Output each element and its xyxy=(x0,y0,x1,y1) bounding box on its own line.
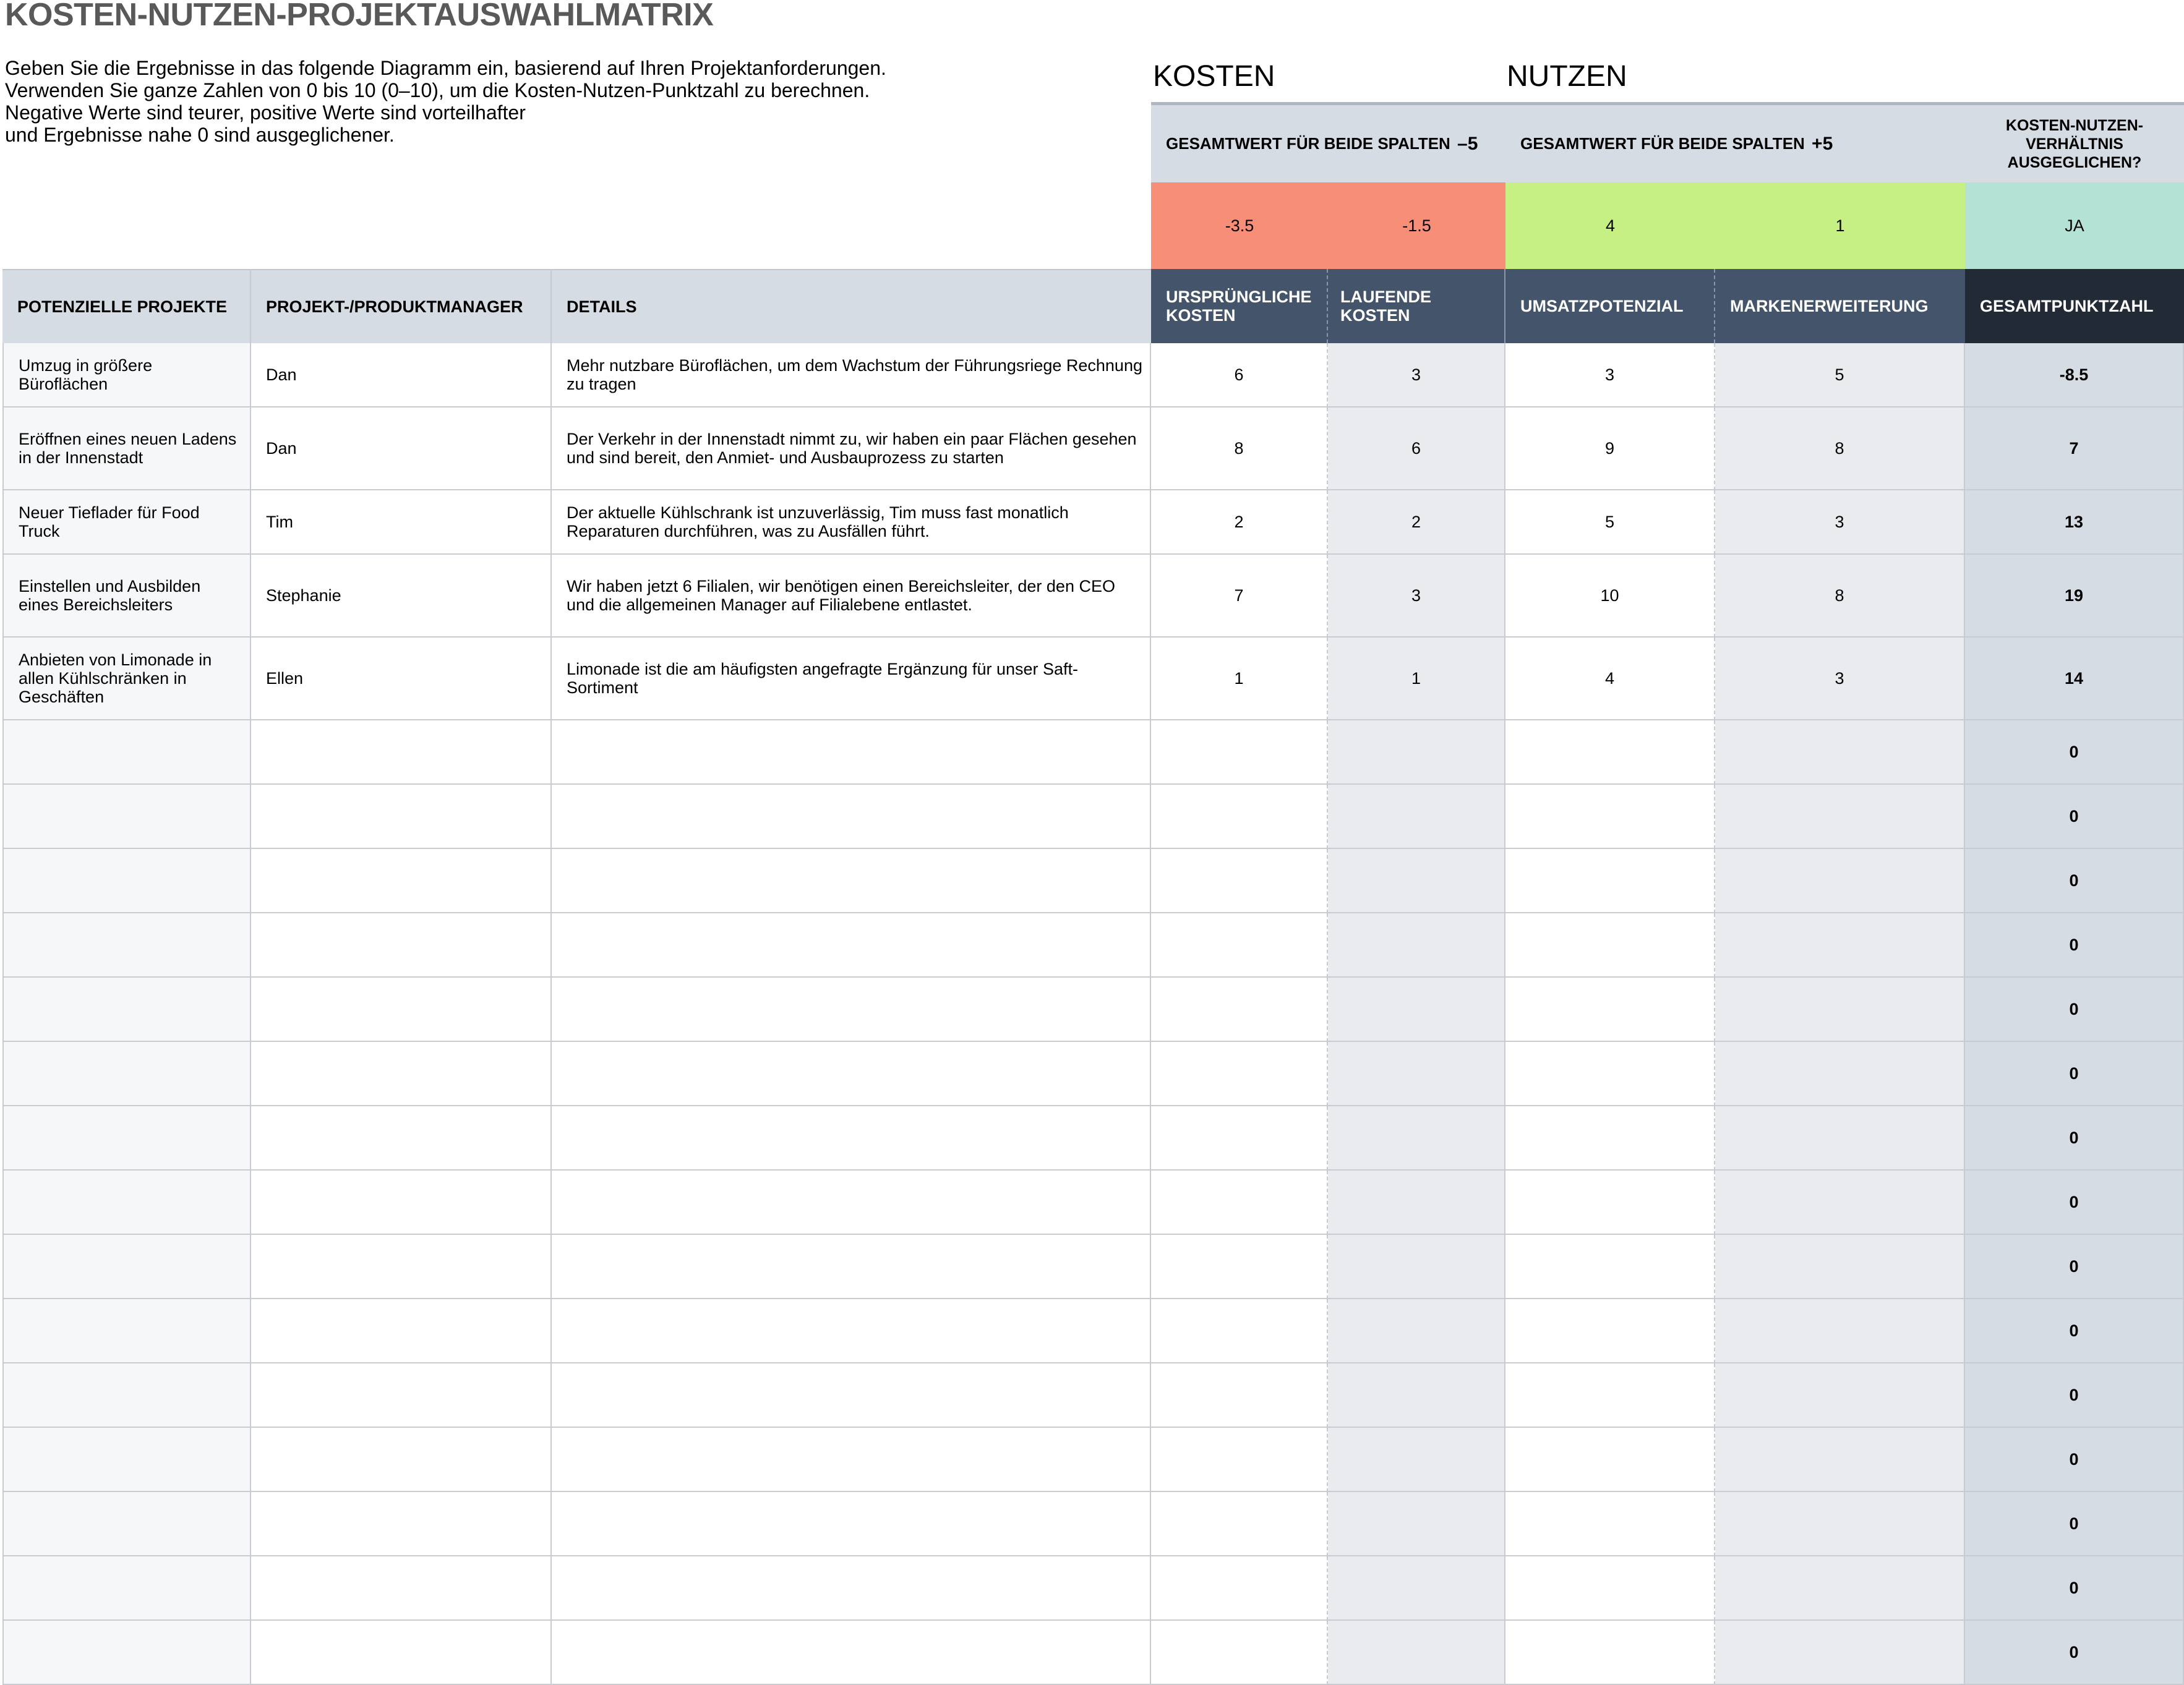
revenue-cell[interactable]: 4 xyxy=(1505,638,1715,720)
running-cost-cell[interactable]: 2 xyxy=(1328,490,1505,555)
details-cell[interactable] xyxy=(552,913,1151,978)
total-score-cell: -8.5 xyxy=(1965,343,2184,407)
brand-total: 1 xyxy=(1715,182,1965,269)
manager-cell[interactable] xyxy=(251,849,552,913)
project-cell[interactable] xyxy=(2,720,251,785)
brand-cell[interactable] xyxy=(1715,1363,1965,1428)
manager-cell[interactable] xyxy=(251,1492,552,1556)
manager-cell[interactable]: Tim xyxy=(251,490,552,555)
running-cost-cell[interactable] xyxy=(1328,1363,1505,1428)
total-score-cell: 7 xyxy=(1965,407,2184,490)
instruction-line: Verwenden Sie ganze Zahlen von 0 bis 10 (0–10), um die Kosten-Nutzen-Punktzahl zu berechnen. xyxy=(5,79,870,101)
initial-cost-cell[interactable] xyxy=(1151,1042,1328,1106)
revenue-cell[interactable] xyxy=(1505,913,1715,978)
total-score-cell: 0 xyxy=(1965,785,2184,849)
balance-header: KOSTEN-NUTZEN-VERHÄLTNIS AUSGEGLICHEN? xyxy=(1965,102,2184,182)
project-cell[interactable]: Einstellen und Ausbilden eines Bereichsleiters xyxy=(2,555,251,638)
project-cell[interactable] xyxy=(2,1106,251,1171)
total-score-cell: 13 xyxy=(1965,490,2184,555)
manager-cell[interactable] xyxy=(251,1235,552,1299)
total-score-cell: 0 xyxy=(1965,849,2184,913)
running-cost-cell[interactable] xyxy=(1328,913,1505,978)
total-score-cell: 0 xyxy=(1965,1042,2184,1106)
initial-cost-cell[interactable] xyxy=(1151,1171,1328,1235)
brand-cell[interactable]: 8 xyxy=(1715,555,1965,638)
column-header-total: GESAMTPUNKTZAHL xyxy=(1965,269,2184,343)
project-cell[interactable] xyxy=(2,1556,251,1621)
details-cell[interactable]: Der aktuelle Kühlschrank ist unzuverlässig, Tim muss fast monatlich Reparaturen durchführen, was zu Ausfällen führt. xyxy=(552,490,1151,555)
manager-cell[interactable] xyxy=(251,978,552,1042)
revenue-cell[interactable] xyxy=(1505,978,1715,1042)
total-score-cell: 0 xyxy=(1965,1235,2184,1299)
running-cost-cell[interactable] xyxy=(1328,1299,1505,1363)
benefits-section-label: NUTZEN xyxy=(1507,60,1627,93)
revenue-cell[interactable] xyxy=(1505,1106,1715,1171)
details-cell[interactable] xyxy=(552,1299,1151,1363)
total-score-cell: 0 xyxy=(1965,1621,2184,1685)
details-cell[interactable]: Mehr nutzbare Büroflächen, um dem Wachstum der Führungsriege Rechnung zu tragen xyxy=(552,343,1151,407)
running-cost-cell[interactable]: 3 xyxy=(1328,555,1505,638)
brand-cell[interactable] xyxy=(1715,1299,1965,1363)
initial-cost-cell[interactable] xyxy=(1151,1363,1328,1428)
initial-cost-cell[interactable] xyxy=(1151,1106,1328,1171)
brand-cell[interactable] xyxy=(1715,978,1965,1042)
details-cell[interactable]: Wir haben jetzt 6 Filialen, wir benötigen einen Bereichsleiter, der den CEO und die allgemeinen Manager auf Filialebene entlastet. xyxy=(552,555,1151,638)
initial-cost-cell[interactable] xyxy=(1151,913,1328,978)
total-score-cell: 0 xyxy=(1965,1299,2184,1363)
initial-cost-total: -3.5 xyxy=(1151,182,1328,269)
revenue-cell[interactable]: 9 xyxy=(1505,407,1715,490)
brand-cell[interactable] xyxy=(1715,1235,1965,1299)
column-header-details: DETAILS xyxy=(552,269,1151,343)
running-cost-cell[interactable] xyxy=(1328,1492,1505,1556)
revenue-cell[interactable] xyxy=(1505,849,1715,913)
details-cell[interactable] xyxy=(552,1363,1151,1428)
initial-cost-cell[interactable] xyxy=(1151,978,1328,1042)
project-cell[interactable] xyxy=(2,1299,251,1363)
initial-cost-cell[interactable] xyxy=(1151,1556,1328,1621)
project-cell[interactable]: Neuer Tieflader für Food Truck xyxy=(2,490,251,555)
benefits-total-header xyxy=(1505,102,1965,182)
revenue-cell[interactable] xyxy=(1505,720,1715,785)
instruction-line: Geben Sie die Ergebnisse in das folgende Diagramm ein, basierend auf Ihren Projektanforderungen. xyxy=(5,57,886,79)
project-cell[interactable] xyxy=(2,978,251,1042)
total-score-cell: 14 xyxy=(1965,638,2184,720)
brand-cell[interactable] xyxy=(1715,1106,1965,1171)
revenue-cell[interactable] xyxy=(1505,1428,1715,1492)
total-score-cell: 0 xyxy=(1965,1492,2184,1556)
manager-cell[interactable] xyxy=(251,1556,552,1621)
revenue-cell[interactable] xyxy=(1505,1042,1715,1106)
project-cell[interactable]: Umzug in größere Büroflächen xyxy=(2,343,251,407)
costs-total-header xyxy=(1151,102,1505,182)
project-cell[interactable] xyxy=(2,849,251,913)
column-header-brand: MARKENERWEITERUNG xyxy=(1715,269,1965,343)
revenue-cell[interactable] xyxy=(1505,1492,1715,1556)
manager-cell[interactable] xyxy=(251,1042,552,1106)
project-cell[interactable] xyxy=(2,1171,251,1235)
running-cost-cell[interactable] xyxy=(1328,785,1505,849)
revenue-cell[interactable]: 3 xyxy=(1505,343,1715,407)
project-cell[interactable] xyxy=(2,785,251,849)
details-cell[interactable] xyxy=(552,1042,1151,1106)
project-cell[interactable] xyxy=(2,1235,251,1299)
brand-cell[interactable]: 3 xyxy=(1715,490,1965,555)
project-cell[interactable]: Eröffnen eines neuen Ladens in der Innenstadt xyxy=(2,407,251,490)
details-cell[interactable] xyxy=(552,1621,1151,1685)
brand-cell[interactable] xyxy=(1715,1042,1965,1106)
revenue-cell[interactable] xyxy=(1505,1363,1715,1428)
balance-value: JA xyxy=(1965,182,2184,269)
details-cell[interactable]: Der Verkehr in der Innenstadt nimmt zu, wir haben ein paar Flächen gesehen und sind bereit, den Anmiet- und Ausbauprozess zu starten xyxy=(552,407,1151,490)
manager-cell[interactable]: Ellen xyxy=(251,638,552,720)
brand-cell[interactable] xyxy=(1715,785,1965,849)
column-header-project: POTENZIELLE PROJEKTE xyxy=(2,269,251,343)
page-title: KOSTEN-NUTZEN-PROJEKTAUSWAHLMATRIX xyxy=(5,0,714,33)
brand-cell[interactable] xyxy=(1715,849,1965,913)
instruction-line: und Ergebnisse nahe 0 sind ausgeglichener. xyxy=(5,124,395,146)
details-cell[interactable] xyxy=(552,978,1151,1042)
initial-cost-cell[interactable]: 2 xyxy=(1151,490,1328,555)
revenue-cell[interactable] xyxy=(1505,1299,1715,1363)
project-cell[interactable]: Anbieten von Limonade in allen Kühlschränken in Geschäften xyxy=(2,638,251,720)
running-cost-cell[interactable] xyxy=(1328,1042,1505,1106)
revenue-cell[interactable] xyxy=(1505,1556,1715,1621)
manager-cell[interactable] xyxy=(251,1171,552,1235)
total-score-cell: 0 xyxy=(1965,720,2184,785)
brand-cell[interactable] xyxy=(1715,1556,1965,1621)
initial-cost-cell[interactable] xyxy=(1151,1235,1328,1299)
revenue-cell[interactable]: 10 xyxy=(1505,555,1715,638)
total-score-cell: 0 xyxy=(1965,1106,2184,1171)
benefits-total-target: +5 xyxy=(1812,133,1833,154)
details-cell[interactable] xyxy=(552,1235,1151,1299)
column-header-initial-cost: URSPRÜNGLICHE KOSTEN xyxy=(1151,269,1328,343)
running-cost-cell[interactable] xyxy=(1328,1106,1505,1171)
manager-cell[interactable] xyxy=(251,1428,552,1492)
initial-cost-cell[interactable]: 6 xyxy=(1151,343,1328,407)
manager-cell[interactable]: Dan xyxy=(251,343,552,407)
benefits-total-label: GESAMTWERT FÜR BEIDE SPALTEN xyxy=(1520,134,1805,153)
manager-cell[interactable]: Dan xyxy=(251,407,552,490)
details-cell[interactable] xyxy=(552,1171,1151,1235)
revenue-total: 4 xyxy=(1505,182,1715,269)
initial-cost-cell[interactable]: 8 xyxy=(1151,407,1328,490)
total-score-cell: 0 xyxy=(1965,1428,2184,1492)
initial-cost-cell[interactable] xyxy=(1151,785,1328,849)
running-cost-cell[interactable] xyxy=(1328,1621,1505,1685)
details-cell[interactable] xyxy=(552,720,1151,785)
initial-cost-cell[interactable]: 7 xyxy=(1151,555,1328,638)
running-cost-cell[interactable]: 3 xyxy=(1328,343,1505,407)
details-cell[interactable] xyxy=(552,1106,1151,1171)
total-score-cell: 0 xyxy=(1965,1363,2184,1428)
manager-cell[interactable] xyxy=(251,1621,552,1685)
initial-cost-cell[interactable] xyxy=(1151,1492,1328,1556)
project-cell[interactable] xyxy=(2,1621,251,1685)
brand-cell[interactable] xyxy=(1715,1621,1965,1685)
project-cell[interactable] xyxy=(2,1428,251,1492)
manager-cell[interactable] xyxy=(251,785,552,849)
revenue-cell[interactable] xyxy=(1505,1171,1715,1235)
running-cost-cell[interactable]: 6 xyxy=(1328,407,1505,490)
running-cost-total: -1.5 xyxy=(1328,182,1505,269)
costs-total-target: –5 xyxy=(1457,133,1478,154)
manager-cell[interactable]: Stephanie xyxy=(251,555,552,638)
running-cost-cell[interactable] xyxy=(1328,1235,1505,1299)
running-cost-cell[interactable] xyxy=(1328,1171,1505,1235)
total-score-cell: 0 xyxy=(1965,913,2184,978)
revenue-cell[interactable]: 5 xyxy=(1505,490,1715,555)
initial-cost-cell[interactable] xyxy=(1151,1428,1328,1492)
initial-cost-cell[interactable] xyxy=(1151,1299,1328,1363)
brand-cell[interactable] xyxy=(1715,720,1965,785)
initial-cost-cell[interactable] xyxy=(1151,849,1328,913)
manager-cell[interactable] xyxy=(251,1299,552,1363)
manager-cell[interactable] xyxy=(251,720,552,785)
initial-cost-cell[interactable] xyxy=(1151,720,1328,785)
brand-cell[interactable] xyxy=(1715,913,1965,978)
running-cost-cell[interactable] xyxy=(1328,1556,1505,1621)
manager-cell[interactable] xyxy=(251,1106,552,1171)
brand-cell[interactable]: 8 xyxy=(1715,407,1965,490)
revenue-cell[interactable] xyxy=(1505,1235,1715,1299)
brand-cell[interactable]: 5 xyxy=(1715,343,1965,407)
running-cost-cell[interactable]: 1 xyxy=(1328,638,1505,720)
total-score-cell: 0 xyxy=(1965,978,2184,1042)
initial-cost-cell[interactable]: 1 xyxy=(1151,638,1328,720)
column-header-manager: PROJEKT-/PRODUKTMANAGER xyxy=(251,269,552,343)
manager-cell[interactable] xyxy=(251,913,552,978)
details-cell[interactable] xyxy=(552,1556,1151,1621)
total-score-cell: 19 xyxy=(1965,555,2184,638)
total-score-cell: 0 xyxy=(1965,1171,2184,1235)
manager-cell[interactable] xyxy=(251,1363,552,1428)
instruction-line: Negative Werte sind teurer, positive Werte sind vorteilhafter xyxy=(5,101,526,124)
details-cell[interactable] xyxy=(552,1492,1151,1556)
brand-cell[interactable] xyxy=(1715,1492,1965,1556)
project-cell[interactable] xyxy=(2,1492,251,1556)
column-header-revenue: UMSATZPOTENZIAL xyxy=(1505,269,1715,343)
initial-cost-cell[interactable] xyxy=(1151,1621,1328,1685)
revenue-cell[interactable] xyxy=(1505,785,1715,849)
project-cell[interactable] xyxy=(2,1042,251,1106)
running-cost-cell[interactable] xyxy=(1328,1428,1505,1492)
costs-section-label: KOSTEN xyxy=(1153,60,1275,93)
brand-cell[interactable] xyxy=(1715,1428,1965,1492)
project-cell[interactable] xyxy=(2,1363,251,1428)
total-score-cell: 0 xyxy=(1965,1556,2184,1621)
details-cell[interactable] xyxy=(552,785,1151,849)
project-cell[interactable] xyxy=(2,913,251,978)
running-cost-cell[interactable] xyxy=(1328,978,1505,1042)
details-cell[interactable]: Limonade ist die am häufigsten angefragte Ergänzung für unser Saft-Sortiment xyxy=(552,638,1151,720)
column-header-running-cost: LAUFENDE KOSTEN xyxy=(1328,269,1505,343)
running-cost-cell[interactable] xyxy=(1328,849,1505,913)
costs-total-label: GESAMTWERT FÜR BEIDE SPALTEN xyxy=(1166,134,1450,153)
details-cell[interactable] xyxy=(552,1428,1151,1492)
brand-cell[interactable]: 3 xyxy=(1715,638,1965,720)
instructions xyxy=(5,57,1118,146)
brand-cell[interactable] xyxy=(1715,1171,1965,1235)
running-cost-cell[interactable] xyxy=(1328,720,1505,785)
details-cell[interactable] xyxy=(552,849,1151,913)
revenue-cell[interactable] xyxy=(1505,1621,1715,1685)
